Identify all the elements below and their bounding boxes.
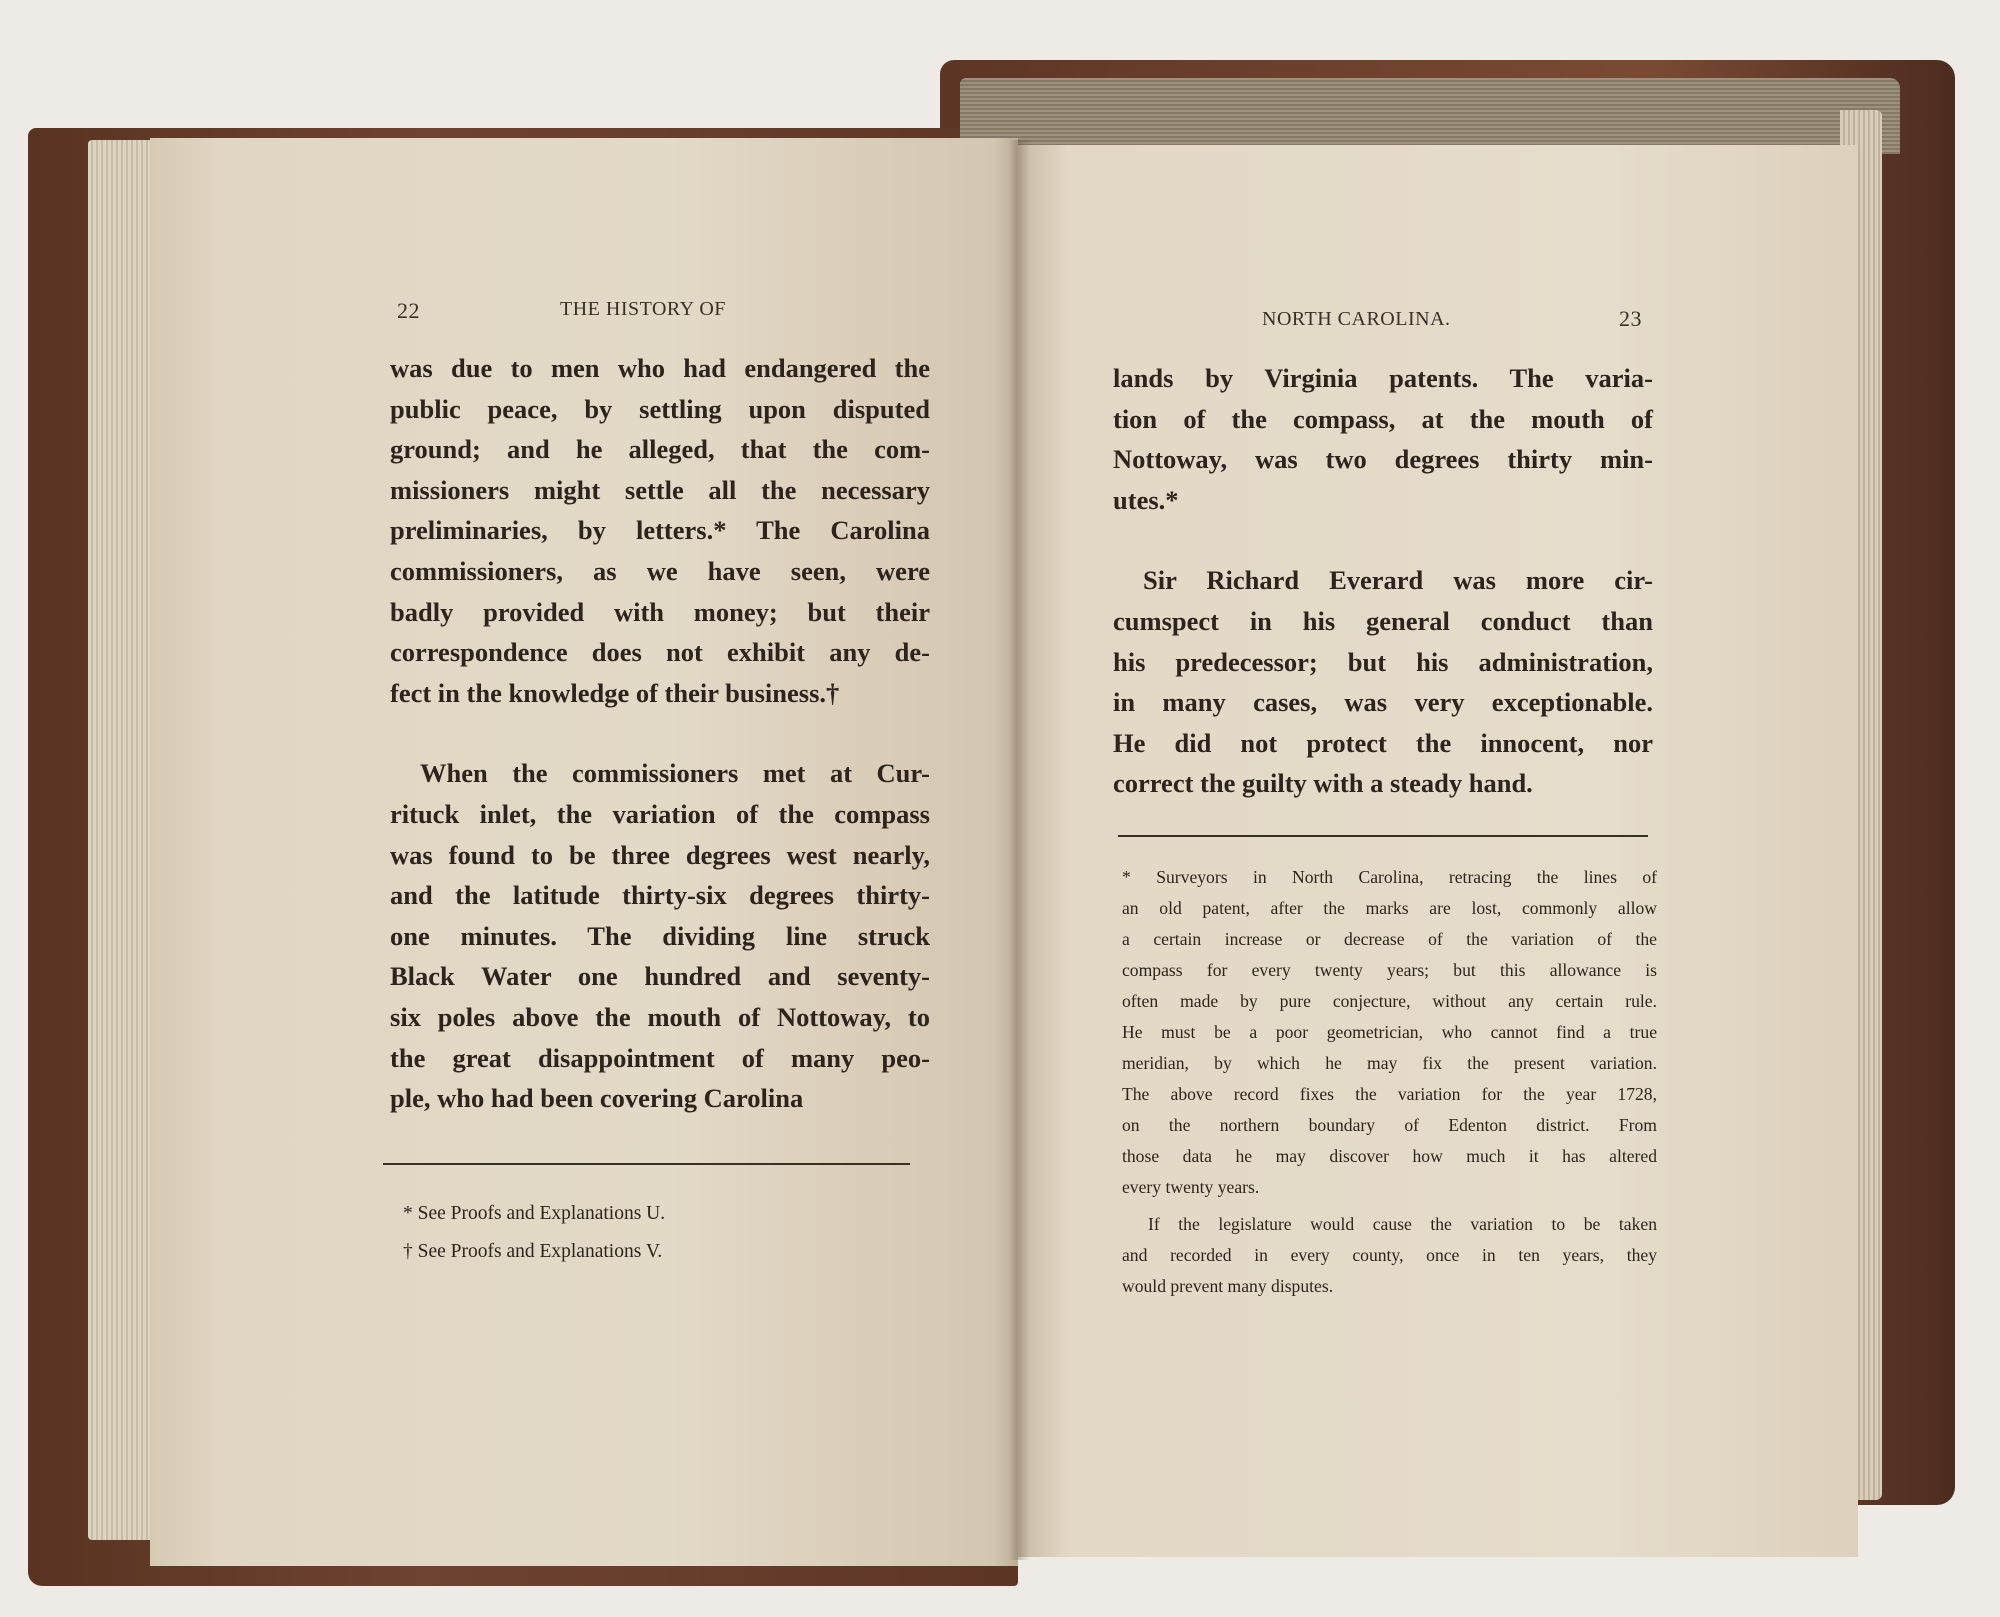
left-para2-line: ple, who had been covering Carolina	[390, 1083, 804, 1114]
right-paragraph-1	[1113, 358, 1653, 520]
right-para2-line: Sir Richard Everard was more cir-	[1143, 565, 1653, 596]
left-running-head: THE HISTORY OF	[560, 298, 726, 320]
right-footnote-rule	[1118, 835, 1648, 837]
footnote1-line: * Surveyors in North Carolina, retracing the lines of	[1122, 867, 1657, 887]
right-footnotes	[1122, 862, 1657, 1302]
footnote1-line: a certain increase or decrease of the variation of the	[1122, 929, 1657, 949]
right-para1-line: Nottoway, was two degrees thirty min-	[1113, 444, 1653, 475]
footnote1-line: meridian, by which he may fix the present variation.	[1122, 1053, 1657, 1073]
left-footnotes	[403, 1195, 665, 1271]
right-page-number: 23	[1619, 306, 1642, 331]
left-para1-line: public peace, by settling upon disputed	[390, 393, 930, 424]
left-footnote-rule	[383, 1163, 910, 1165]
right-para2-line: He did not protect the innocent, nor	[1113, 727, 1653, 758]
left-page-text	[390, 348, 930, 1119]
left-para1-line: correspondence does not exhibit any de-	[390, 637, 930, 668]
footnote1-line: every twenty years.	[1122, 1177, 1260, 1197]
footnote1-line: compass for every twenty years; but this allowance is	[1122, 960, 1657, 980]
left-para1-line: fect in the knowledge of their business.†	[390, 677, 840, 708]
legislature-footnote	[1122, 1209, 1657, 1302]
left-para1-line: missioners might settle all the necessary	[390, 474, 930, 505]
left-para2-line: was found to be three degrees west nearly,	[390, 839, 930, 870]
left-para1-line: was due to men who had endangered the	[390, 353, 930, 383]
left-para1-line: badly provided with money; but their	[390, 596, 930, 627]
footnote-u: * See Proofs and Explanations U.	[403, 1203, 666, 1224]
right-para2-line: in many cases, was very exceptionable.	[1113, 687, 1653, 718]
left-para2-line: the great disappointment of many peo-	[390, 1042, 930, 1073]
right-para1-line: tion of the compass, at the mouth of	[1113, 403, 1653, 434]
surveyors-footnote	[1122, 862, 1657, 1203]
right-page	[1018, 145, 1858, 1557]
left-para1-line: ground; and he alleged, that the com-	[390, 434, 930, 465]
footnote1-line: an old patent, after the marks are lost, commonly allow	[1122, 898, 1657, 918]
footnote1-line: on the northern boundary of Edenton district. From	[1122, 1115, 1657, 1135]
right-para1-line: lands by Virginia patents. The varia-	[1113, 363, 1653, 393]
left-para2-line: When the commissioners met at Cur-	[420, 758, 930, 789]
right-page-text	[1113, 358, 1653, 804]
left-paragraph-2	[390, 753, 930, 1118]
right-running-head: NORTH CAROLINA.	[1262, 308, 1451, 330]
left-para2-line: six poles above the mouth of Nottoway, to	[390, 1001, 930, 1032]
footnote1-line: He must be a poor geometrician, who cannot find a true	[1122, 1022, 1657, 1042]
book-gutter	[1008, 140, 1030, 1560]
right-para1-line: utes.*	[1113, 484, 1179, 515]
footnote1-line: The above record fixes the variation for the year 1728,	[1122, 1084, 1657, 1104]
left-para2-line: Black Water one hundred and seventy-	[390, 961, 930, 992]
left-paragraph-1	[390, 348, 930, 713]
footnote-v: † See Proofs and Explanations V.	[403, 1241, 663, 1262]
left-para2-line: one minutes. The dividing line struck	[390, 920, 930, 951]
footnote2-line: and recorded in every county, once in ten years, they	[1122, 1245, 1657, 1265]
left-page-number: 22	[397, 298, 420, 323]
footnote2-line: would prevent many disputes.	[1122, 1276, 1334, 1296]
right-para2-line: cumspect in his general conduct than	[1113, 605, 1653, 636]
footnote1-line: often made by pure conjecture, without any certain rule.	[1122, 991, 1657, 1011]
right-paragraph-2	[1113, 560, 1653, 804]
footnote2-line: If the legislature would cause the variation to be taken	[1148, 1214, 1657, 1234]
page-block-top-edge	[960, 78, 1900, 154]
left-para1-line: preliminaries, by letters.* The Carolina	[390, 515, 930, 546]
footnote1-line: those data he may discover how much it has altered	[1122, 1146, 1657, 1166]
right-para2-line: his predecessor; but his administration,	[1113, 646, 1653, 677]
left-para2-line: and the latitude thirty-six degrees thirty-	[390, 880, 930, 911]
left-para1-line: commissioners, as we have seen, were	[390, 555, 930, 586]
right-para2-line: correct the guilty with a steady hand.	[1113, 768, 1533, 799]
left-para2-line: rituck inlet, the variation of the compass	[390, 798, 930, 829]
